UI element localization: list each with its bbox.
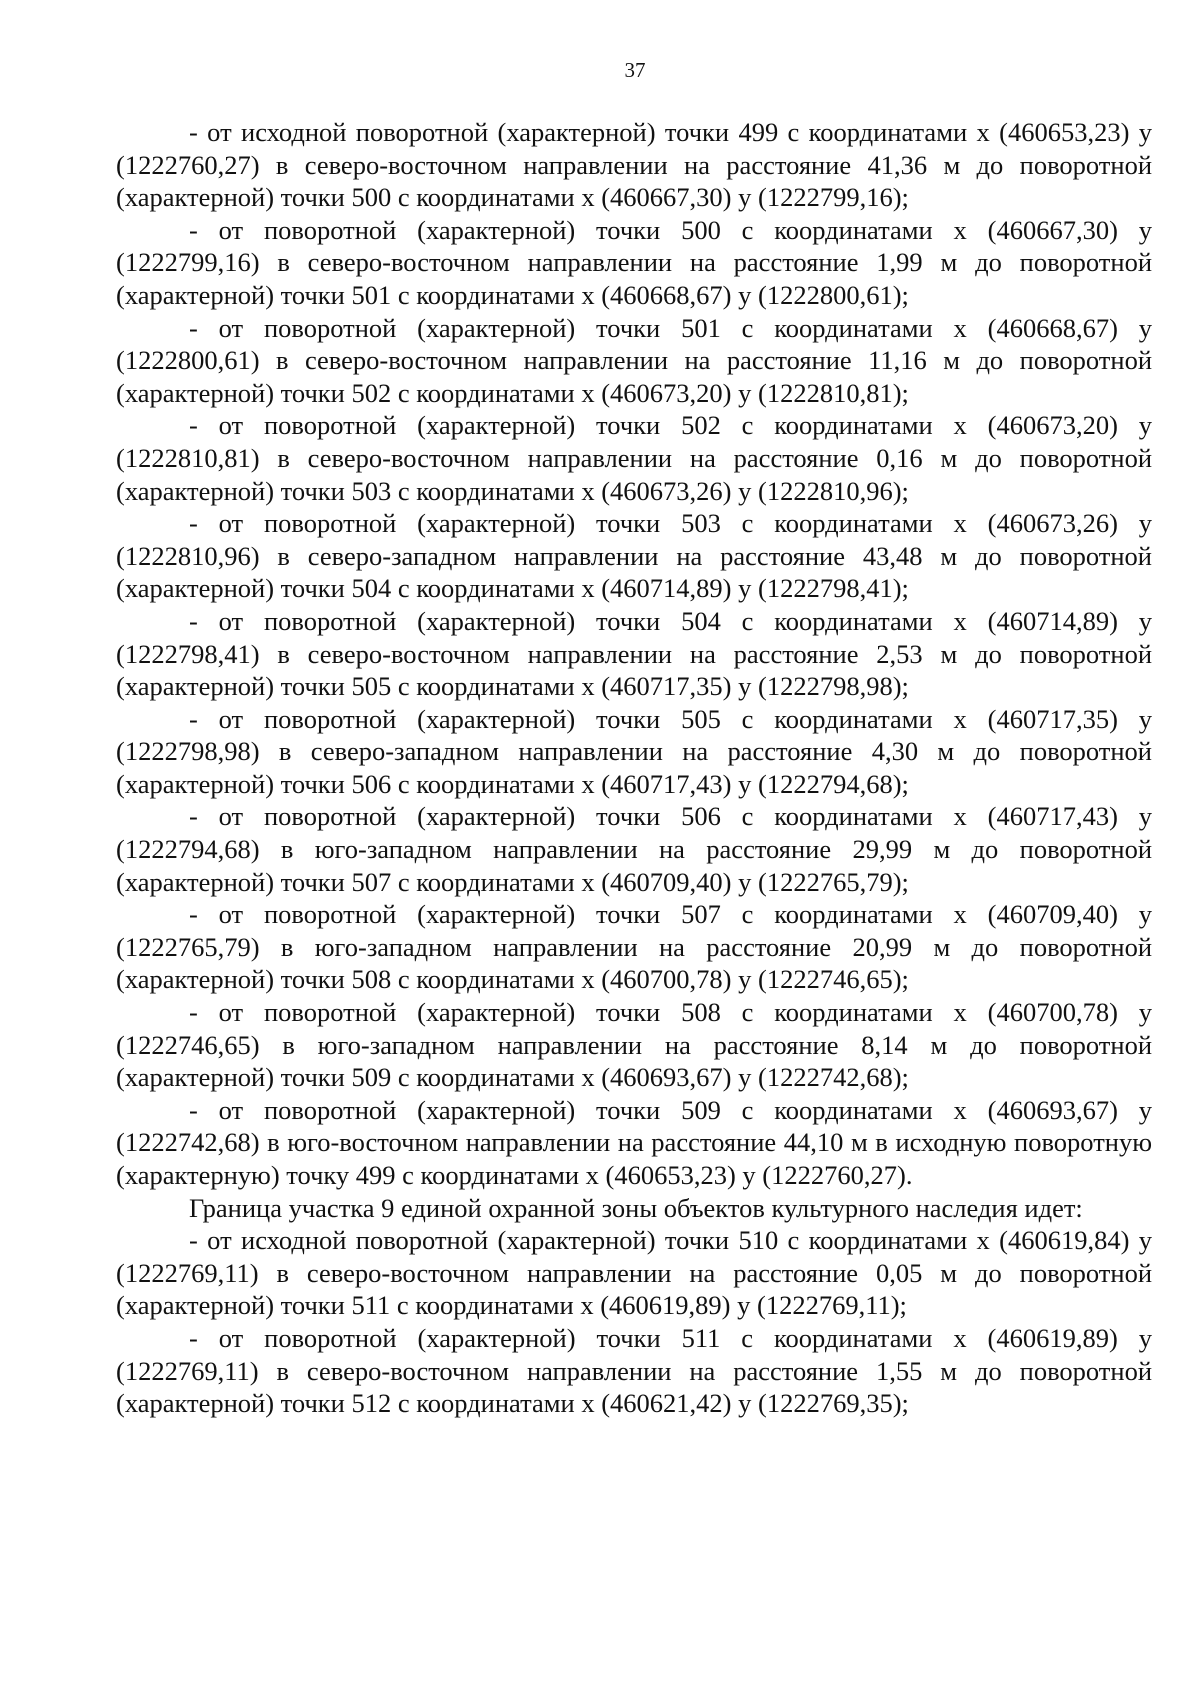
paragraph-segment-508-509: - от поворотной (характерной) точки 508 с координатами x (460700,78) y (1222746,65) в юго-западном направлении на расстояние 8,14 м до поворотной (характерной) точки 509 с координатами x (460693,67) y (1222742,68); [116,997,1152,1093]
paragraph-segment-507-508: - от поворотной (характерной) точки 507 с координатами x (460709,40) y (1222765,79) в юго-западном направлении на расстояние 20,99 м до поворотной (характерной) точки 508 с координатами x (460700,78) y (1222746,65); [116,899,1152,995]
paragraph-segment-509-499: - от поворотной (характерной) точки 509 с координатами x (460693,67) y (1222742,68) в юго-восточном направлении на расстояние 44,10 м в исходную поворотную (характерную) точку 499 с координатами x (460653,23) y (1222760,27). [116,1094,1152,1190]
paragraph-segment-511-512: - от поворотной (характерной) точки 511 с координатами x (460619,89) y (1222769,11) в северо-восточном направлении на расстояние 1,55 м до поворотной (характерной) точки 512 с координатами x (460621,42) y (1222769,35); [116,1322,1152,1419]
paragraph-section-heading: Граница участка 9 единой охранной зоны объектов культурного наследия идет: [189,1192,1083,1223]
page-number: 37 [624,58,646,82]
paragraph-segment-500-501: - от поворотной (характерной) точки 500 с координатами x (460667,30) y (1222799,16) в северо-восточном направлении на расстояние 1,99 м до поворотной (характерной) точки 501 с координатами x (460668,67) y (1222800,61); [116,214,1152,310]
paragraph-segment-505-506: - от поворотной (характерной) точки 505 с координатами x (460717,35) y (1222798,98) в северо-западном направлении на расстояние 4,30 м до поворотной (характерной) точки 506 с координатами x (460717,43) y (1222794,68); [116,703,1152,799]
document-body [116,116,1152,1420]
paragraph-segment-502-503: - от поворотной (характерной) точки 502 с координатами x (460673,20) y (1222810,81) в северо-восточном направлении на расстояние 0,16 м до поворотной (характерной) точки 503 с координатами x (460673,26) y (1222810,96); [116,410,1152,506]
paragraph-segment-504-505: - от поворотной (характерной) точки 504 с координатами x (460714,89) y (1222798,41) в северо-восточном направлении на расстояние 2,53 м до поворотной (характерной) точки 505 с координатами x (460717,35) y (1222798,98); [116,605,1152,702]
paragraph-segment-503-504: - от поворотной (характерной) точки 503 с координатами x (460673,26) y (1222810,96) в северо-западном направлении на расстояние 43,48 м до поворотной (характерной) точки 504 с координатами x (460714,89) y (1222798,41); [116,508,1152,604]
paragraph-segment-506-507: - от поворотной (характерной) точки 506 с координатами x (460717,43) y (1222794,68) в юго-западном направлении на расстояние 29,99 м до поворотной (характерной) точки 507 с координатами x (460709,40) y (1222765,79); [116,801,1152,897]
paragraph-segment-499-500: - от исходной поворотной (характерной) точки 499 с координатами x (460653,23) y (1222760,27) в северо-восточном направлении на расстояние 41,36 м до поворотной (характерной) точки 500 с координатами x (460667,30) y (1222799,16); [116,117,1152,213]
paragraph-segment-510-511: - от исходной поворотной (характерной) точки 510 с координатами x (460619,84) y (1222769,11) в северо-восточном направлении на расстояние 0,05 м до поворотной (характерной) точки 511 с координатами x (460619,89) y (1222769,11); [116,1225,1152,1321]
paragraph-segment-501-502: - от поворотной (характерной) точки 501 с координатами x (460668,67) y (1222800,61) в северо-восточном направлении на расстояние 11,16 м до поворотной (характерной) точки 502 с координатами x (460673,20) y (1222810,81); [116,312,1152,408]
